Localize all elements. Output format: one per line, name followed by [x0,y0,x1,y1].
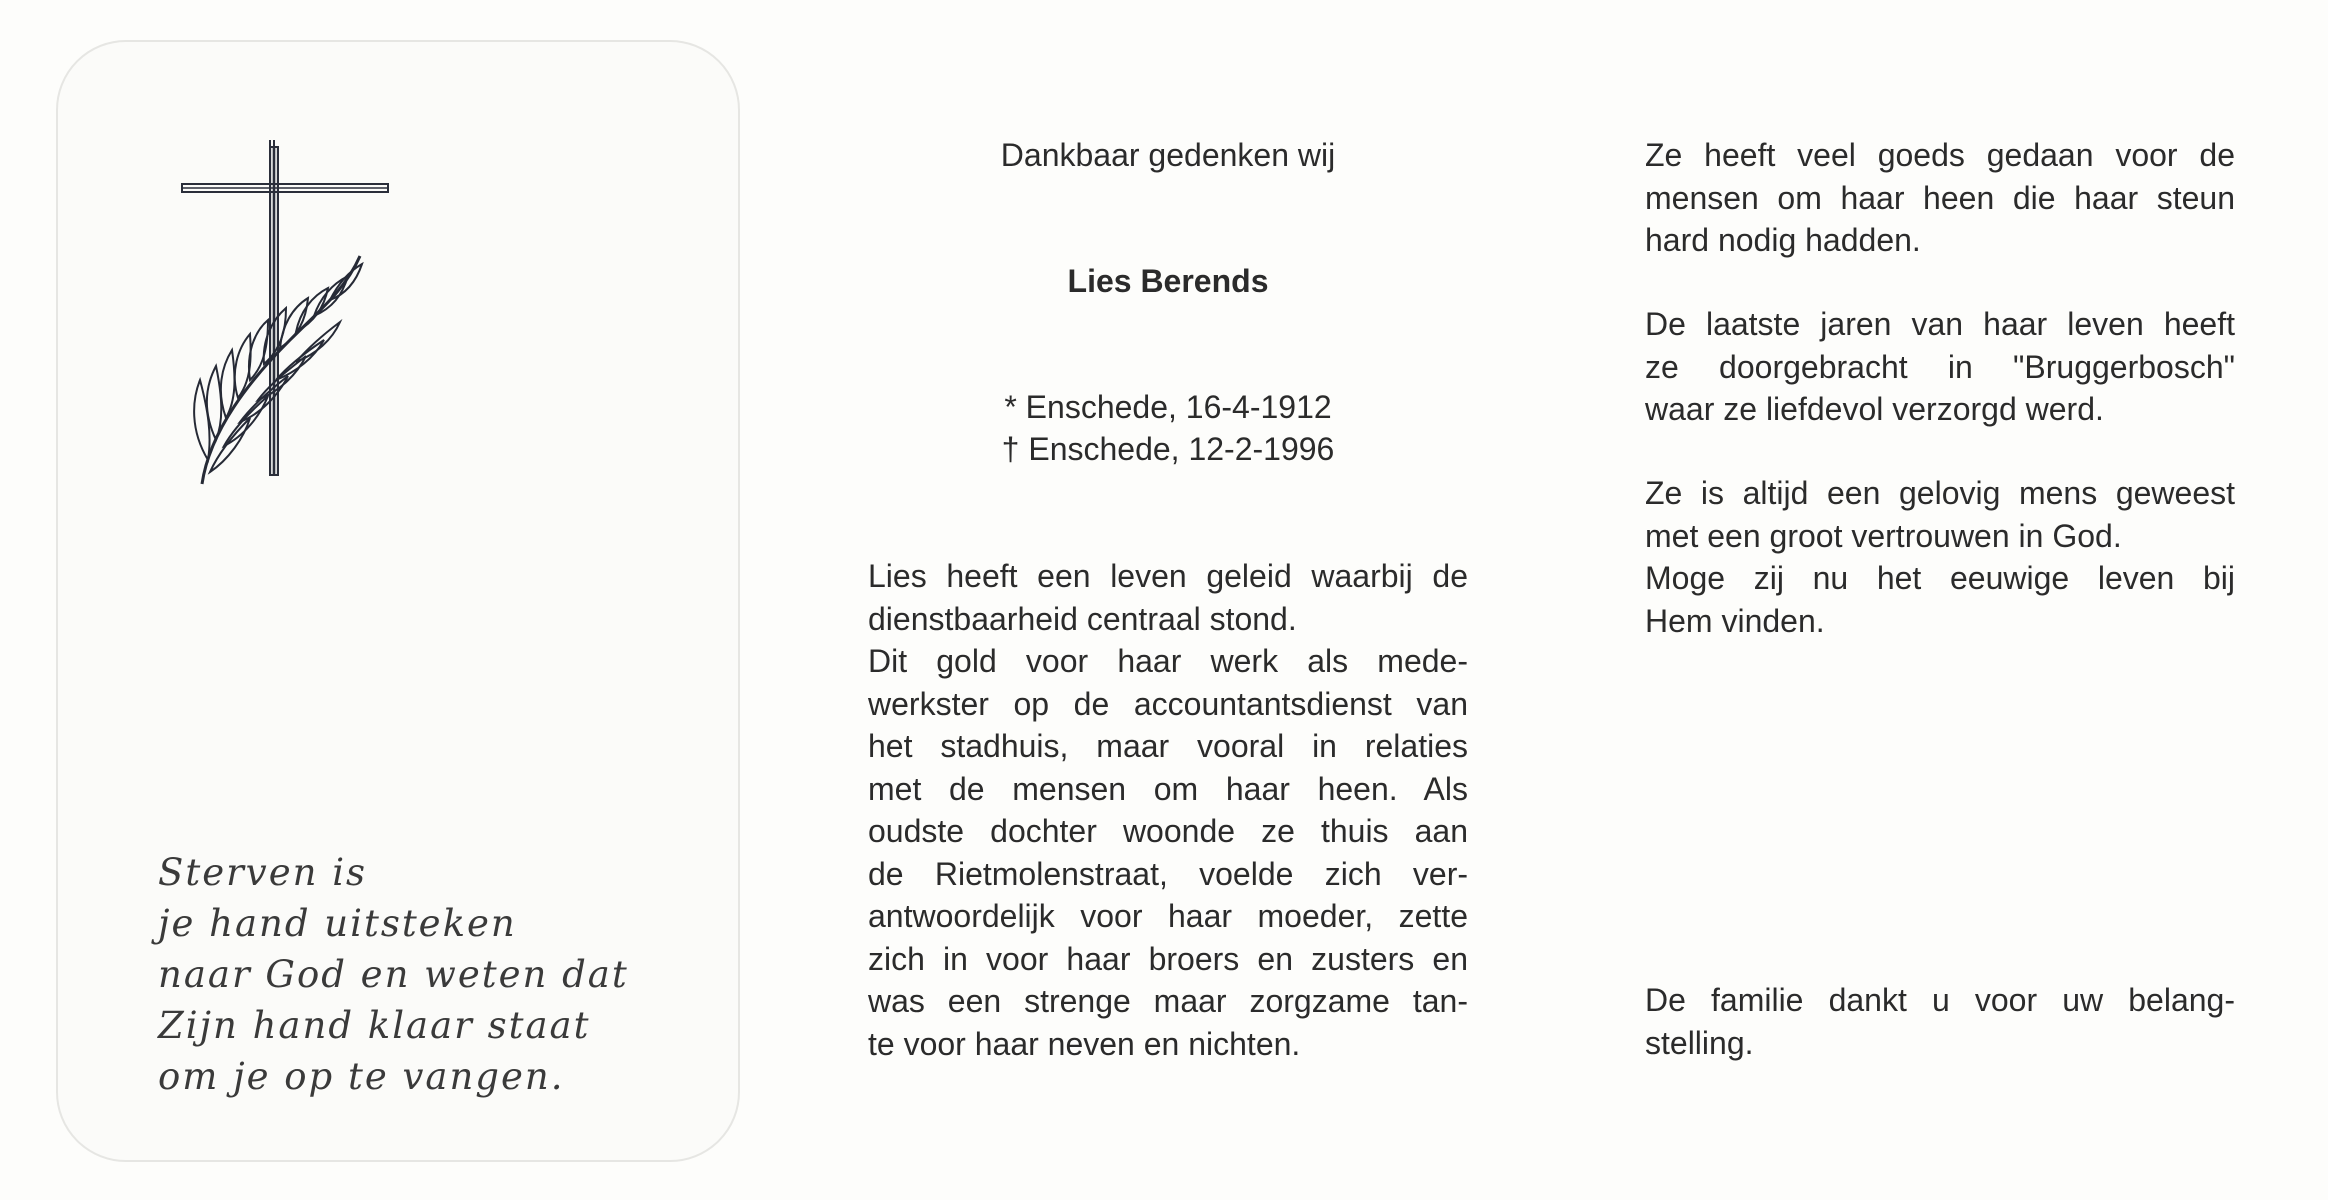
paragraph-line: zich in voor haar broers en zusters en [868,940,1468,977]
paragraph-line: met een groot vertrouwen in God. [1645,517,2122,554]
paragraph-line: oudste dochter woonde ze thuis aan [868,813,1468,849]
paragraph-line: Dit gold voor haar werk als mede- [868,643,1468,679]
thanks-paragraph [1645,979,2235,1064]
paragraph-line: was een strenge maar zorgzame tan- [868,983,1468,1019]
paragraph-line: het stadhuis, maar vooral in relaties [868,728,1468,764]
poem [158,847,629,1102]
paragraph-line: met de mensen om haar heen. Als [868,770,1468,807]
paragraph-line: hard nodig hadden. [1645,222,1921,258]
life-paragraph [868,555,1468,1065]
deceased-name: Lies Berends [1067,263,1269,299]
paragraph-line: antwoordelijk voor haar moeder, zette [868,898,1468,934]
poem-line: je hand uitsteken [158,902,517,945]
paragraph-line: De laatste jaren van haar leven heeft [1645,306,2235,342]
cross-with-palm-branch-icon [120,100,410,500]
paragraph-line: Ze is altijd een gelovig mens geweest [1645,475,2235,511]
death-date: † Enschede, 12-2-1996 [1001,431,1335,467]
paragraph-line: Ze heeft veel goeds gedaan voor de [1645,137,2235,173]
paragraph-line: Moge zij nu het eeuwige leven bij [1645,560,2235,596]
right-paragraph-1 [1645,134,2235,262]
paragraph-line: te voor haar neven en nichten. [868,1025,1301,1062]
poem-line: Sterven is [158,851,368,894]
paragraph-line: Hem vinden. [1645,602,1825,639]
right-paragraph-2 [1645,303,2235,431]
paragraph-line: mensen om haar heen die haar steun [1645,179,2235,216]
paragraph-line: Lies heeft een leven geleid waarbij de [868,558,1468,594]
paragraph-line: de Rietmolenstraat, voelde zich ver- [868,855,1468,892]
paragraph-line: stelling. [1645,1024,1754,1061]
poem-line: Zijn hand klaar staat [158,1004,591,1047]
paragraph-line: ze doorgebracht in "Bruggerbosch" [1645,348,2235,385]
poem-line: om je op te vangen. [158,1055,565,1098]
paragraph-line: werkster op de accountantsdienst van [868,685,1468,722]
intro-text: Dankbaar gedenken wij [1000,137,1336,173]
paragraph-line: De familie dankt u voor uw belang- [1645,982,2235,1018]
birth-date: * Enschede, 16-4-1912 [1004,389,1332,425]
poem-line: naar God en weten dat [158,953,629,996]
right-paragraph-3 [1645,472,2235,642]
paragraph-line: waar ze liefdevol verzorgd werd. [1645,391,2104,427]
paragraph-line: dienstbaarheid centraal stond. [868,600,1297,637]
